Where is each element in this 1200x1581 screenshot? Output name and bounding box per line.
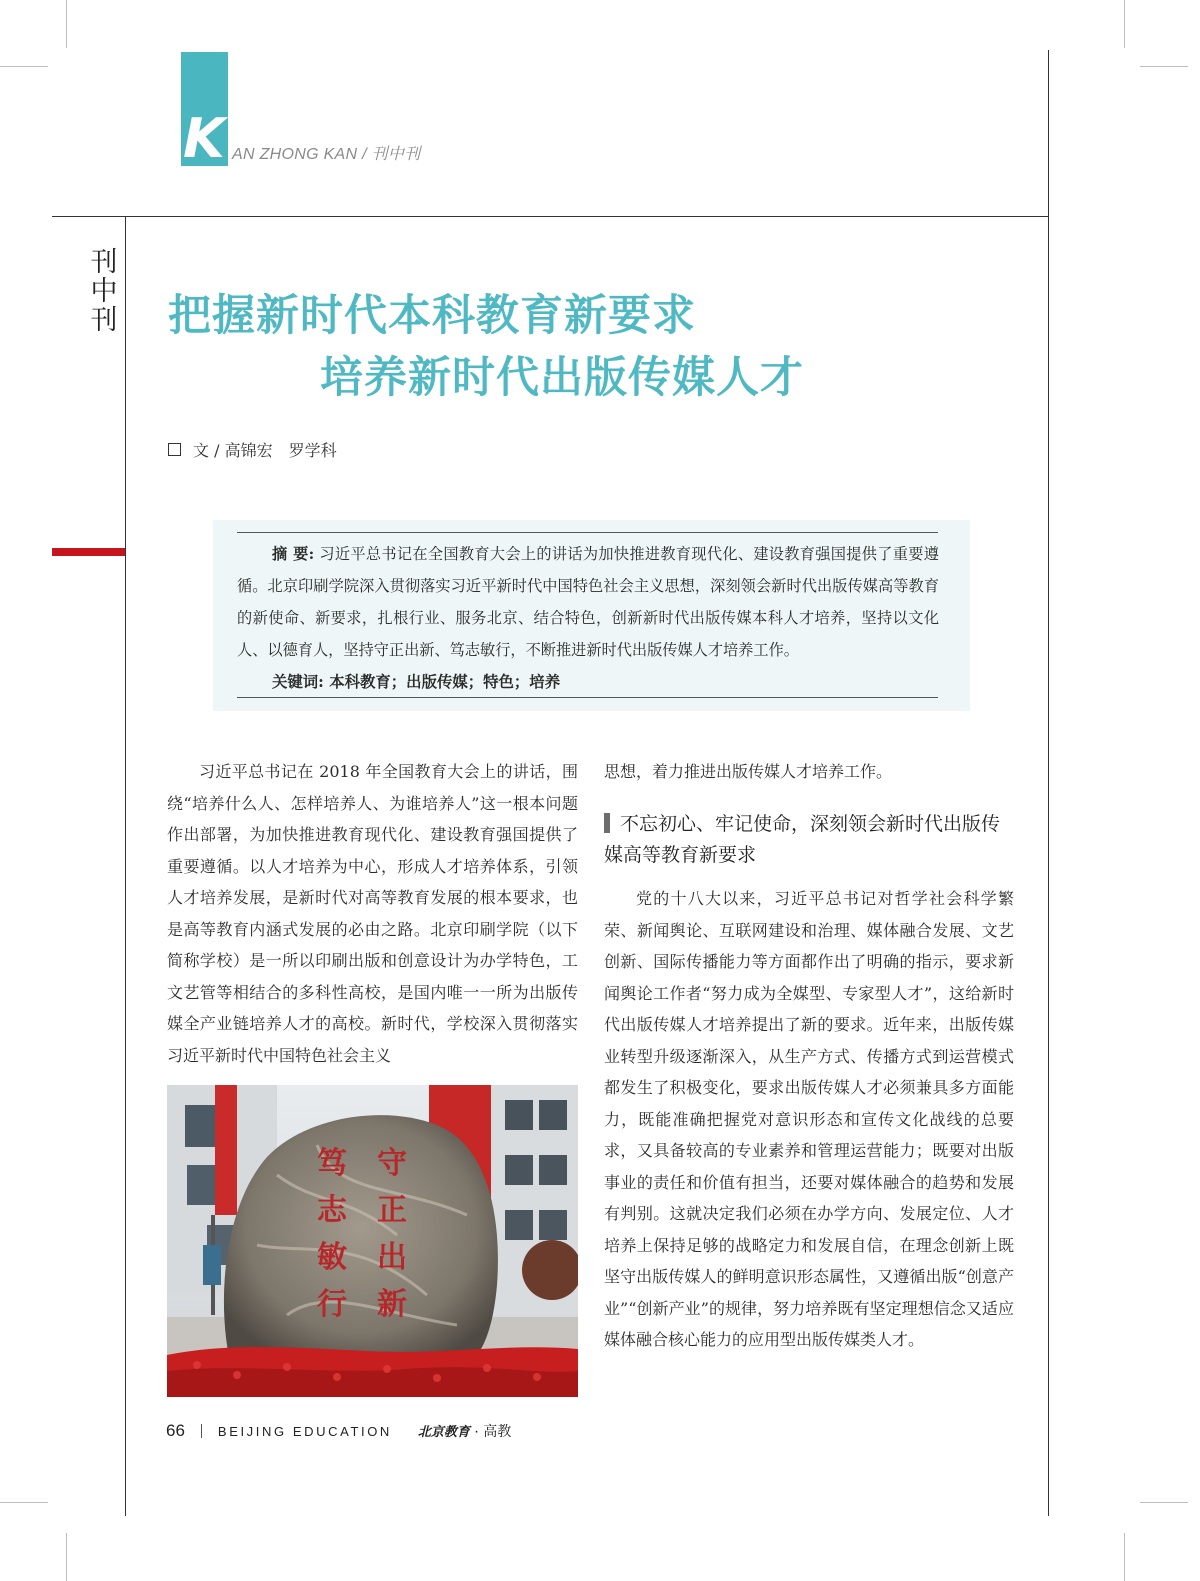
inscription-char: 守 — [377, 1146, 407, 1181]
crop-mark — [1124, 1533, 1125, 1581]
section-logo-text: AN ZHONG KAN / 刊中刊 — [232, 146, 421, 163]
crop-mark — [1140, 66, 1188, 67]
inscription-char: 行 — [317, 1287, 347, 1322]
crop-mark — [0, 1502, 48, 1503]
abstract-bottom-rule — [237, 697, 938, 698]
right-margin-rule — [1048, 50, 1049, 1516]
crop-mark — [1124, 0, 1125, 48]
inscription-char: 出 — [377, 1240, 407, 1275]
campus-stone-photo — [167, 1085, 578, 1397]
body-right-column-continuation — [604, 756, 1014, 788]
header-rule — [52, 216, 1049, 217]
inscription-char: 敏 — [317, 1240, 347, 1275]
section-heading: 不忘初心、牢记使命，深刻领会新时代出版传媒高等教育新要求 — [604, 813, 1001, 866]
article-title-line-1: 把握新时代本科教育新要求 — [168, 291, 696, 341]
article-title-line-2: 培养新时代出版传媒人才 — [320, 353, 804, 403]
heading-bar-icon — [604, 813, 610, 833]
byline: 文 / 高锦宏 罗学科 — [168, 441, 337, 461]
body-paragraph: 习近平总书记在 2018 年全国教育大会上的讲话，围绕“培养什么人、怎样培养人、为谁培养人”这一根本问题作出部署，为加快推进教育现代化、建设教育强国提供了重要遵循。以人才培养为中心，形成人才培养体系，引领人才培养发展，是新时代对高等教育发展的根本要求，也是高等教育内涵式发展的必由之路。北京印刷学院（以下简称学校）是一所以印刷出版和创意设计为办学特色，工文艺管等相结合的多科性高校，是国内唯一一所为出版传媒全产业链培养人才的高校。新时代，学校深入贯彻落实习近平新时代中国特色社会主义 — [167, 762, 578, 1065]
inscription-char: 新 — [377, 1287, 407, 1322]
page-footer: 66 BEIJING EDUCATION 北京教育 · 高教 — [166, 1421, 512, 1440]
inscription-char: 正 — [377, 1193, 407, 1228]
stone-inscription-image — [167, 1085, 578, 1397]
body-paragraph: 党的十八大以来，习近平总书记对哲学社会科学繁荣、新闻舆论、互联网建设和治理、媒体融合发展、文艺创新、国际传播能力等方面都作出了明确的指示，要求新闻舆论工作者“努力成为全媒型、专家型人才”，这给新时代出版传媒人才培养提出了新的要求。近年来，出版传媒业转型升级逐渐深入，从生产方式、传播方式到运营模式都发生了积极变化，要求出版传媒人才必须兼具多方面能力，既能准确把握党对意识形态和宣传文化战线的总要求，又具备较高的专业素养和管理运营能力；既要对出版事业的责任和价值有担当，还要对媒体融合的趋势和发展有判别。这就决定我们必须在办学方向、发展定位、人才培养上保持足够的战略定力和发展自信，在理念创新上既坚守出版传媒人的鲜明意识形态属性，又遵循出版“创意产业”“创新产业”的规律，努力培养既有坚定理想信念又适应媒体融合核心能力的应用型出版传媒类人才。 — [604, 889, 1014, 1349]
crop-mark — [66, 1533, 67, 1581]
left-margin-rule — [125, 216, 126, 1516]
inscription-char: 志 — [317, 1193, 347, 1228]
magazine-name: BEIJING EDUCATION — [217, 1424, 392, 1439]
crop-mark — [1140, 1502, 1188, 1503]
section-logo-letter: K — [183, 107, 225, 170]
side-section-label: 刊 中 刊 — [90, 247, 118, 336]
magazine-section: 高教 — [483, 1424, 512, 1440]
abstract-keywords: 关键词: 本科教育；出版传媒；特色；培养 — [272, 673, 561, 691]
magazine-brand-logo: 北京教育 — [417, 1425, 470, 1440]
red-accent-bar — [52, 548, 125, 556]
inscription-char: 笃 — [317, 1146, 347, 1181]
abstract-top-rule — [237, 532, 938, 533]
crop-mark — [66, 0, 67, 48]
body-right-column — [604, 883, 1014, 1356]
footer-divider — [201, 1424, 202, 1438]
crop-mark — [0, 66, 48, 67]
square-bullet-icon — [168, 443, 181, 456]
page-number: 66 — [166, 1421, 185, 1440]
body-paragraph: 思想，着力推进出版传媒人才培养工作。 — [604, 762, 893, 781]
abstract-text: 摘 要: 习近平总书记在全国教育大会上的讲话为加快推进教育现代化、建设教育强国提供了重要遵循。北京印刷学院深入贯彻落实习近平新时代中国特色社会主义思想，深刻领会新时代出版传媒高等教育的新使命、新要求，扎根行业、服务北京、结合特色，创新新时代出版传媒本科人才培养，坚持以文化人、以德育人，坚持守正出新、笃志敏行，不断推进新时代出版传媒人才培养工作。 — [237, 545, 939, 659]
body-left-column — [167, 756, 578, 1071]
